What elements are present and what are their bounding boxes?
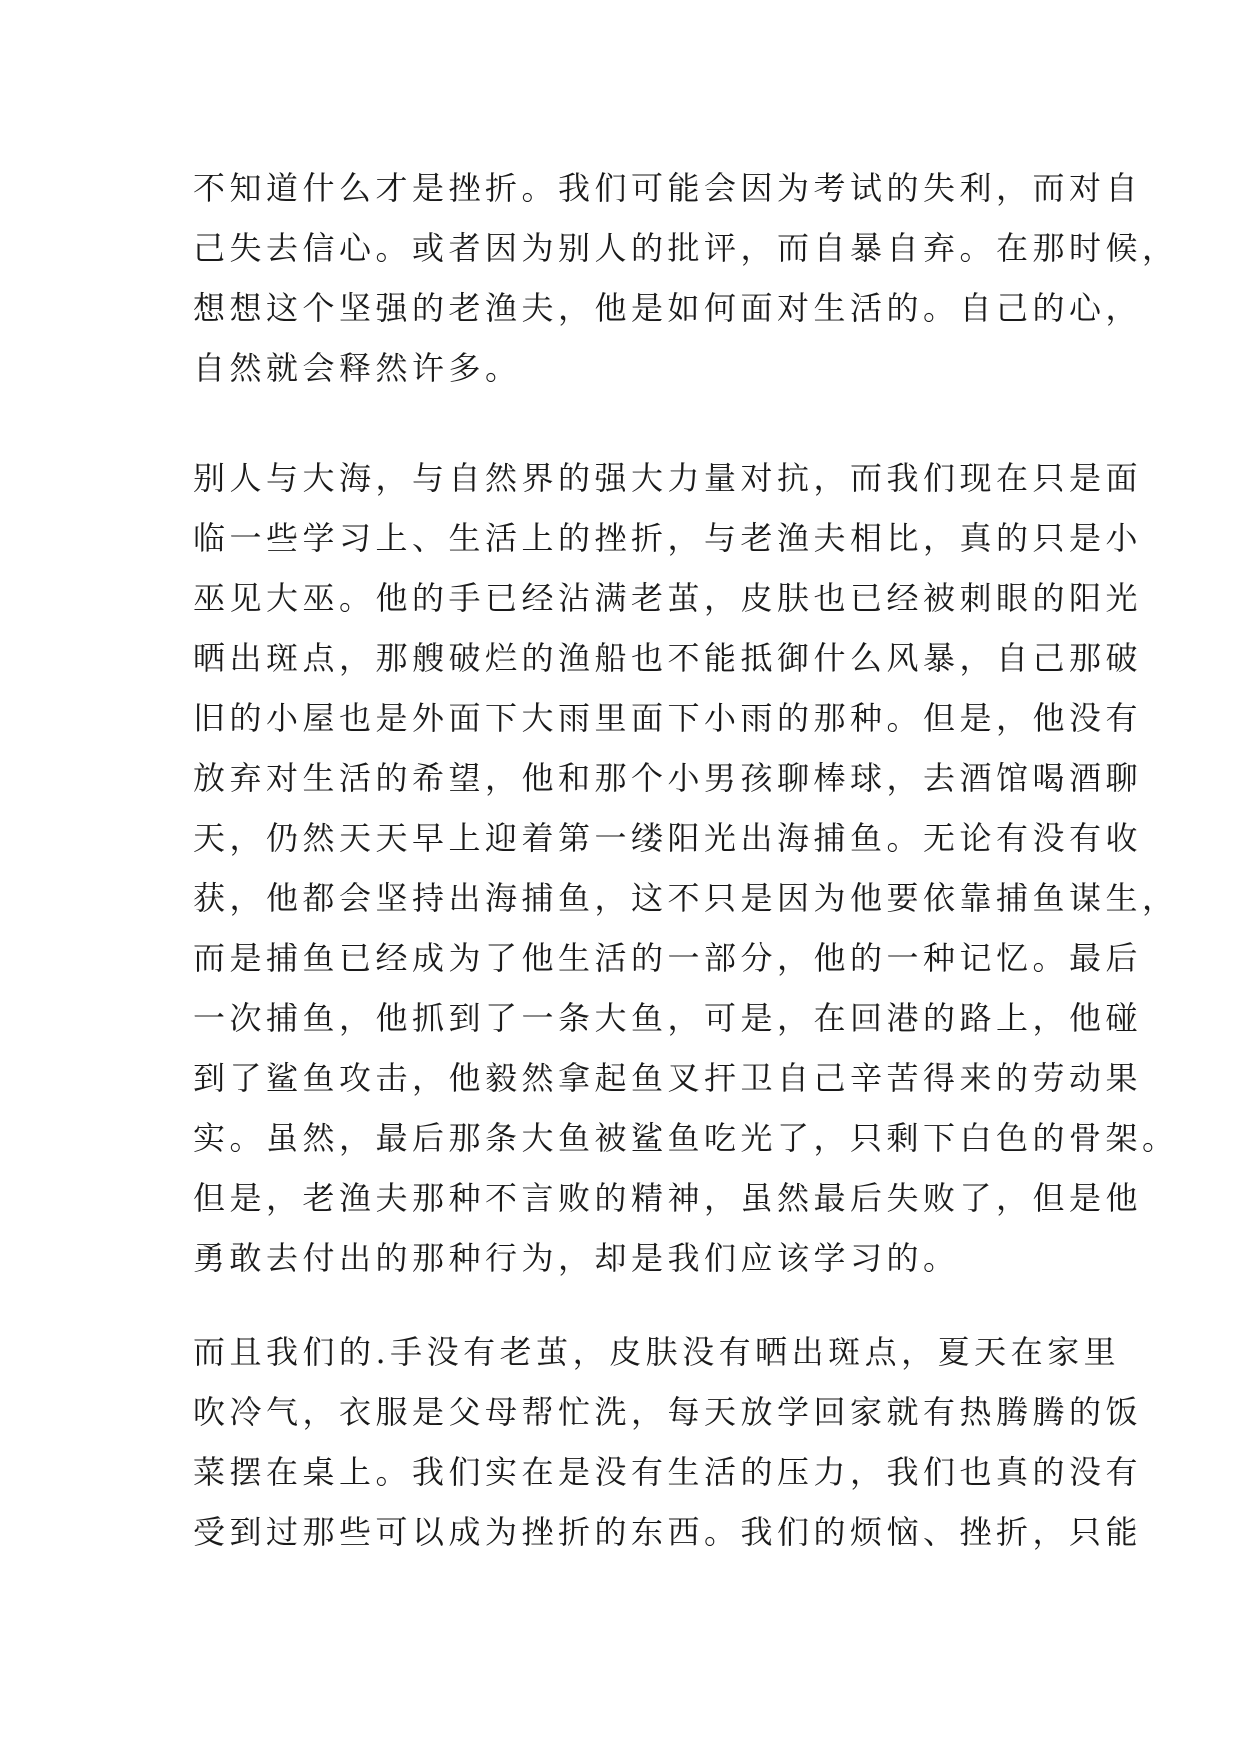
text-line: 临一些学习上、生活上的挫折，与老渔夫相比，真的只是小 — [193, 519, 1143, 557]
text-line: 菜摆在桌上。我们实在是没有生活的压力，我们也真的没有 — [193, 1453, 1143, 1491]
text-line: 一次捕鱼，他抓到了一条大鱼，可是，在回港的路上，他碰 — [193, 999, 1143, 1037]
text-line: 天，仍然天天早上迎着第一缕阳光出海捕鱼。无论有没有收 — [193, 819, 1143, 857]
text-line: 获，他都会坚持出海捕鱼，这不只是因为他要依靠捕鱼谋生， — [193, 879, 1179, 917]
text-line: 旧的小屋也是外面下大雨里面下小雨的那种。但是，他没有 — [193, 699, 1143, 737]
text-line: 晒出斑点，那艘破烂的渔船也不能抵御什么风暴，自己那破 — [193, 639, 1143, 677]
text-line: 巫见大巫。他的手已经沾满老茧，皮肤也已经被刺眼的阳光 — [193, 579, 1143, 617]
text-line: 而且我们的.手没有老茧，皮肤没有晒出斑点，夏天在家里 — [193, 1333, 1121, 1371]
text-line: 己失去信心。或者因为别人的批评，而自暴自弃。在那时候， — [193, 229, 1179, 267]
text-line: 而是捕鱼已经成为了他生活的一部分，他的一种记忆。最后 — [193, 939, 1143, 977]
paragraph-1 — [193, 158, 1179, 398]
paragraph-3 — [193, 1322, 1143, 1562]
text-line: 但是，老渔夫那种不言败的精神，虽然最后失败了，但是他 — [193, 1179, 1143, 1217]
text-line: 实。虽然，最后那条大鱼被鲨鱼吃光了，只剩下白色的骨架。 — [193, 1119, 1179, 1157]
text-line: 到了鲨鱼攻击，他毅然拿起鱼叉扞卫自己辛苦得来的劳动果 — [193, 1059, 1143, 1097]
text-line: 吹冷气，衣服是父母帮忙洗，每天放学回家就有热腾腾的饭 — [193, 1393, 1143, 1431]
text-line: 勇敢去付出的那种行为，却是我们应该学习的。 — [193, 1239, 960, 1277]
paragraph-2 — [193, 448, 1179, 1288]
text-line: 自然就会释然许多。 — [193, 349, 522, 387]
text-line: 受到过那些可以成为挫折的东西。我们的烦恼、挫折，只能 — [193, 1513, 1143, 1551]
text-line: 不知道什么才是挫折。我们可能会因为考试的失利，而对自 — [193, 169, 1143, 207]
text-line: 想想这个坚强的老渔夫，他是如何面对生活的。自己的心， — [193, 289, 1143, 327]
text-line: 放弃对生活的希望，他和那个小男孩聊棒球，去酒馆喝酒聊 — [193, 759, 1143, 797]
text-line: 别人与大海，与自然界的强大力量对抗，而我们现在只是面 — [193, 459, 1143, 497]
